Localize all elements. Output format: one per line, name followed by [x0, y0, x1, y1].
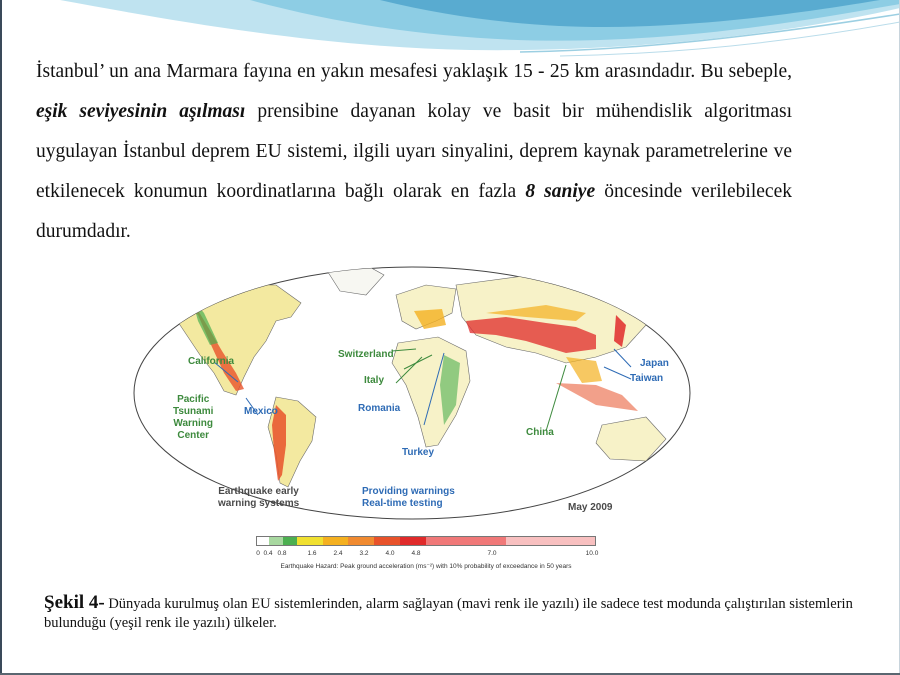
- header-wave-decoration: [0, 0, 900, 60]
- scale-tick-label: 10.0: [585, 550, 599, 557]
- hazard-scale: [256, 536, 599, 576]
- label-switzerland: Switzerland: [338, 349, 394, 360]
- world-map-figure: [126, 255, 698, 577]
- scale-segment: [283, 537, 297, 545]
- label-china: China: [526, 427, 554, 438]
- scale-segment: [257, 537, 269, 545]
- label-italy: Italy: [364, 375, 385, 386]
- scale-segment: [269, 537, 283, 545]
- scale-tick-label: 1.6: [307, 550, 317, 557]
- scale-tick-label: 2.4: [333, 550, 343, 557]
- label-taiwan: Taiwan: [630, 373, 664, 384]
- label-pacific-tsunami-center: Pacific Tsunami Warning Center: [173, 394, 214, 441]
- scale-tick-label: 0.4: [263, 550, 273, 557]
- label-turkey: Turkey: [402, 447, 435, 458]
- body-paragraph: İstanbul’ un ana Marmara fayına en yakın mesafesi yaklaşık 15 - 25 km arasındadır. Bu sebeple, eşik seviyesinin aşılması prensibine dayanan kolay ve basit bir mühendislik algoritması uygulayan İstanbul deprem EU sistemi, ilgili uyarı sinyalini, deprem kaynak parametrelerine ve etkilenecek konumun koordinatlarına bağlı olarak en fazla 8 saniye öncesinde verilebilecek durumdadır.: [36, 61, 793, 242]
- figure-caption-title: Şekil 4-: [44, 592, 105, 613]
- scale-tick-label: 7.0: [487, 550, 497, 557]
- scale-tick-label: 4.8: [411, 550, 421, 557]
- map-date: May 2009: [568, 502, 613, 513]
- scale-tick-label: 3.2: [359, 550, 369, 557]
- label-california: California: [188, 356, 235, 367]
- scale-segment: [400, 537, 426, 545]
- scale-tick-label: 0.8: [277, 550, 287, 557]
- scale-tick-label: 0: [256, 550, 260, 557]
- hazard-scale-bar: [256, 536, 596, 546]
- legend-providing-warnings: Providing warnings Real-time testing: [362, 486, 455, 509]
- scale-segment: [323, 537, 349, 545]
- figure-caption: [44, 592, 864, 632]
- scale-segment: [506, 537, 595, 545]
- scale-segment: [426, 537, 506, 545]
- label-romania: Romania: [358, 403, 401, 414]
- scale-segment: [348, 537, 374, 545]
- scale-segment: [297, 537, 323, 545]
- hazard-scale-caption: Earthquake Hazard: Peak ground acceleration (ms⁻²) with 10% probability of exceedance in 50 years: [280, 563, 572, 570]
- legend-early-warning-systems: Earthquake early warning systems: [218, 486, 300, 509]
- scale-segment: [374, 537, 400, 545]
- left-border: [0, 0, 2, 675]
- figure-caption-text: Dünyada kurulmuş olan EU sistemlerinden, alarm sağlayan (mavi renk ile yazılı) ile sadece test modunda çalıştırılan sistemlerin bulunduğu (yeşil renk ile yazılı) ülkeler.: [44, 596, 853, 631]
- scale-tick-label: 4.0: [385, 550, 395, 557]
- label-mexico: Mexico: [244, 406, 278, 417]
- label-japan: Japan: [640, 358, 669, 369]
